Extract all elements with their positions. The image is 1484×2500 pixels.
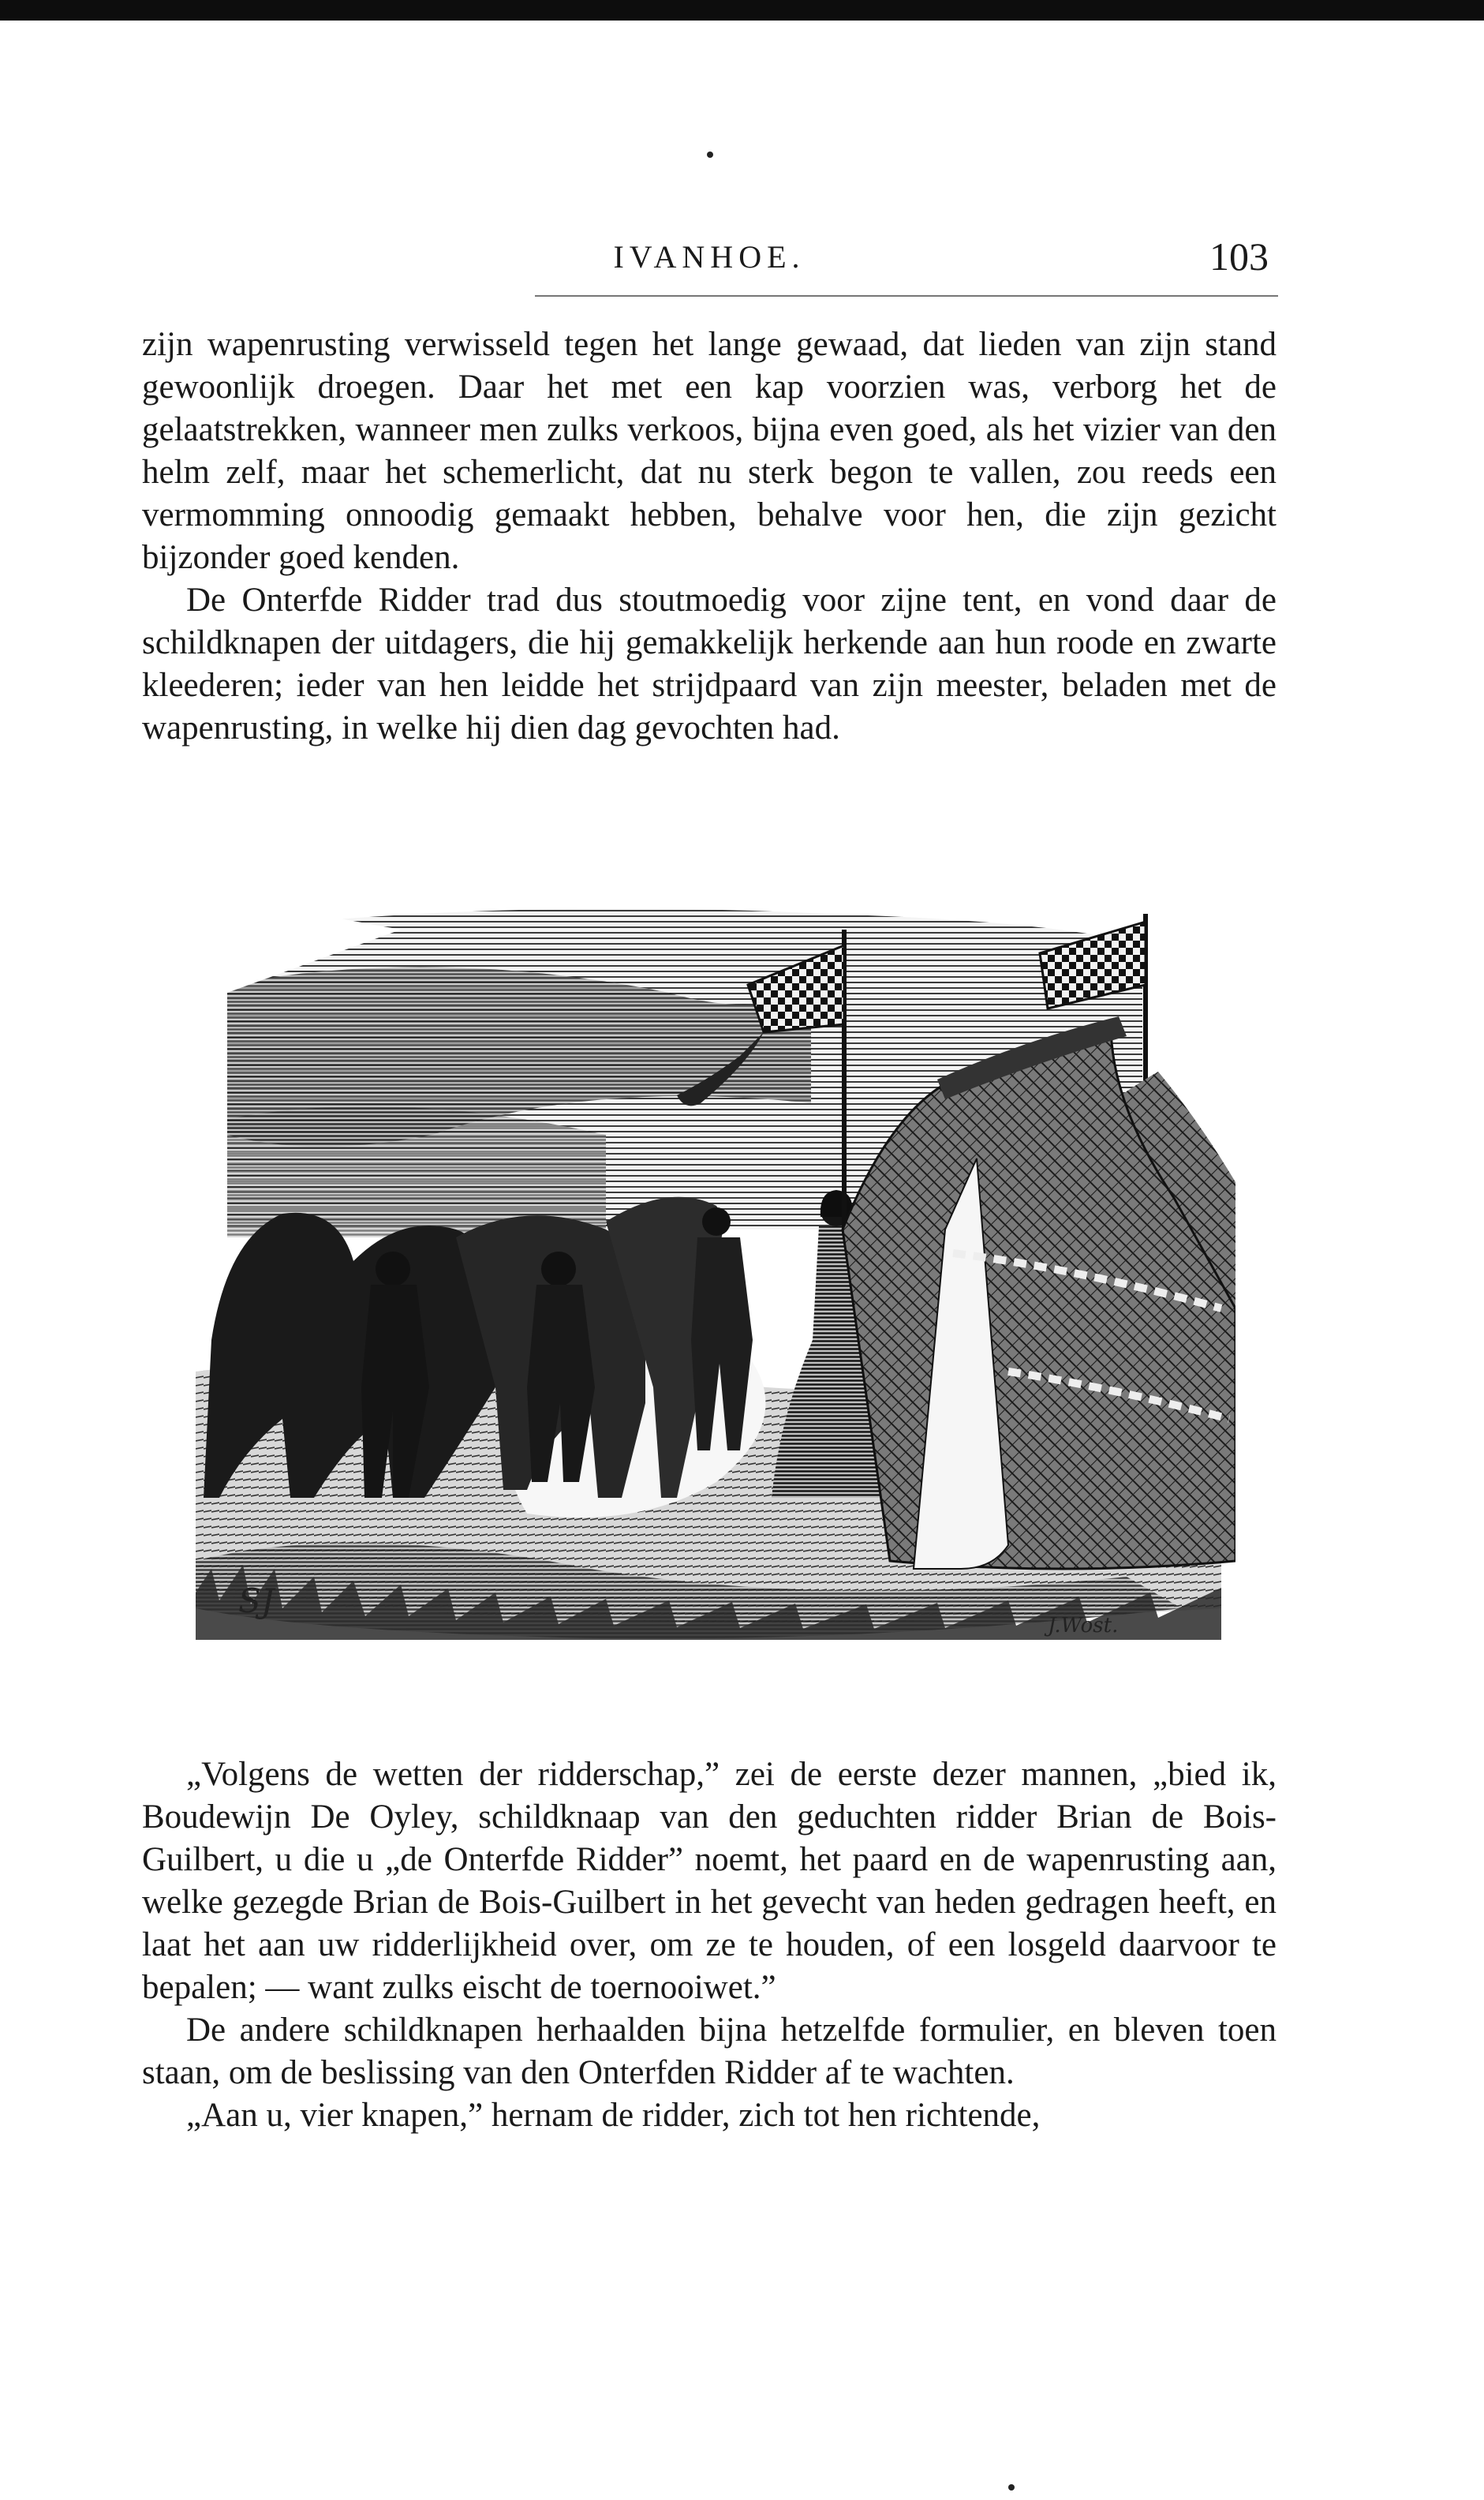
page-header bbox=[140, 234, 1278, 294]
illustrator-monogram: SJ bbox=[238, 1581, 275, 1620]
paragraph: De andere schildknapen herhaalden bijna hetzelfde formulier, en bleven toen staan, om de beslissing van den Onterfden Ridder af te wachten. bbox=[142, 2012, 1277, 2091]
paragraph: „Volgens de wetten der ridderschap,” zei de eerste dezer mannen, „bied ik, Boudewijn De Oyley, schildknaap van den geduchten ridder Brian de Bois-Guilbert, u die u „de Onterfde Ridder” noemt, het paard en de wapenrusting aan, welke gezegde Brian de Bois-Guilbert in het gevecht van heden gedragen heeft, en laat het aan uw ridderlijkheid over, om ze te houden, of een losgeld daarvoor te bepalen; — want zulks eischt de toernooiwet.” bbox=[142, 1756, 1277, 2006]
paragraph: zijn wapenrusting verwisseld tegen het lange gewaad, dat lieden van zijn stand gewoonlijk droegen. Daar het met een kap voorzien was, verborg het de gelaatstrekken, wanneer men zulks verkoos, bijna even goed, als het vizier van den helm zelf, maar het schemerlicht, dat nu sterk begon te vallen, zou reeds een vermomming onnoodig gemaakt hebben, behalve voor hen, die zijn gezicht bijzonder goed kenden. bbox=[142, 326, 1277, 576]
engraver-signature: J.Wost. bbox=[1048, 1614, 1119, 1637]
print-speck bbox=[1008, 2484, 1015, 2491]
header-rule bbox=[535, 295, 1278, 297]
engraving-illustration bbox=[196, 898, 1235, 1654]
running-title: IVANHOE. bbox=[613, 239, 806, 275]
paragraph: De Onterfde Ridder trad dus stoutmoedig voor zijne tent, en vond daar de schildknapen der uitdagers, die hij gemakkelijk herkende aan hun roode en zwarte kleederen; ieder van hen leidde het strijdpaard van zijn meester, beladen met de wapenrusting, in welke hij dien dag gevochten had. bbox=[142, 582, 1277, 747]
page-number: 103 bbox=[1209, 234, 1269, 279]
paragraph: „Aan u, vier knapen,” hernam de ridder, zich tot hen richtende, bbox=[186, 2097, 1041, 2134]
text-block-top bbox=[142, 324, 1277, 750]
text-block-bottom bbox=[142, 1753, 1277, 2137]
print-speck bbox=[707, 152, 713, 158]
top-edge-rule bbox=[0, 0, 1484, 21]
